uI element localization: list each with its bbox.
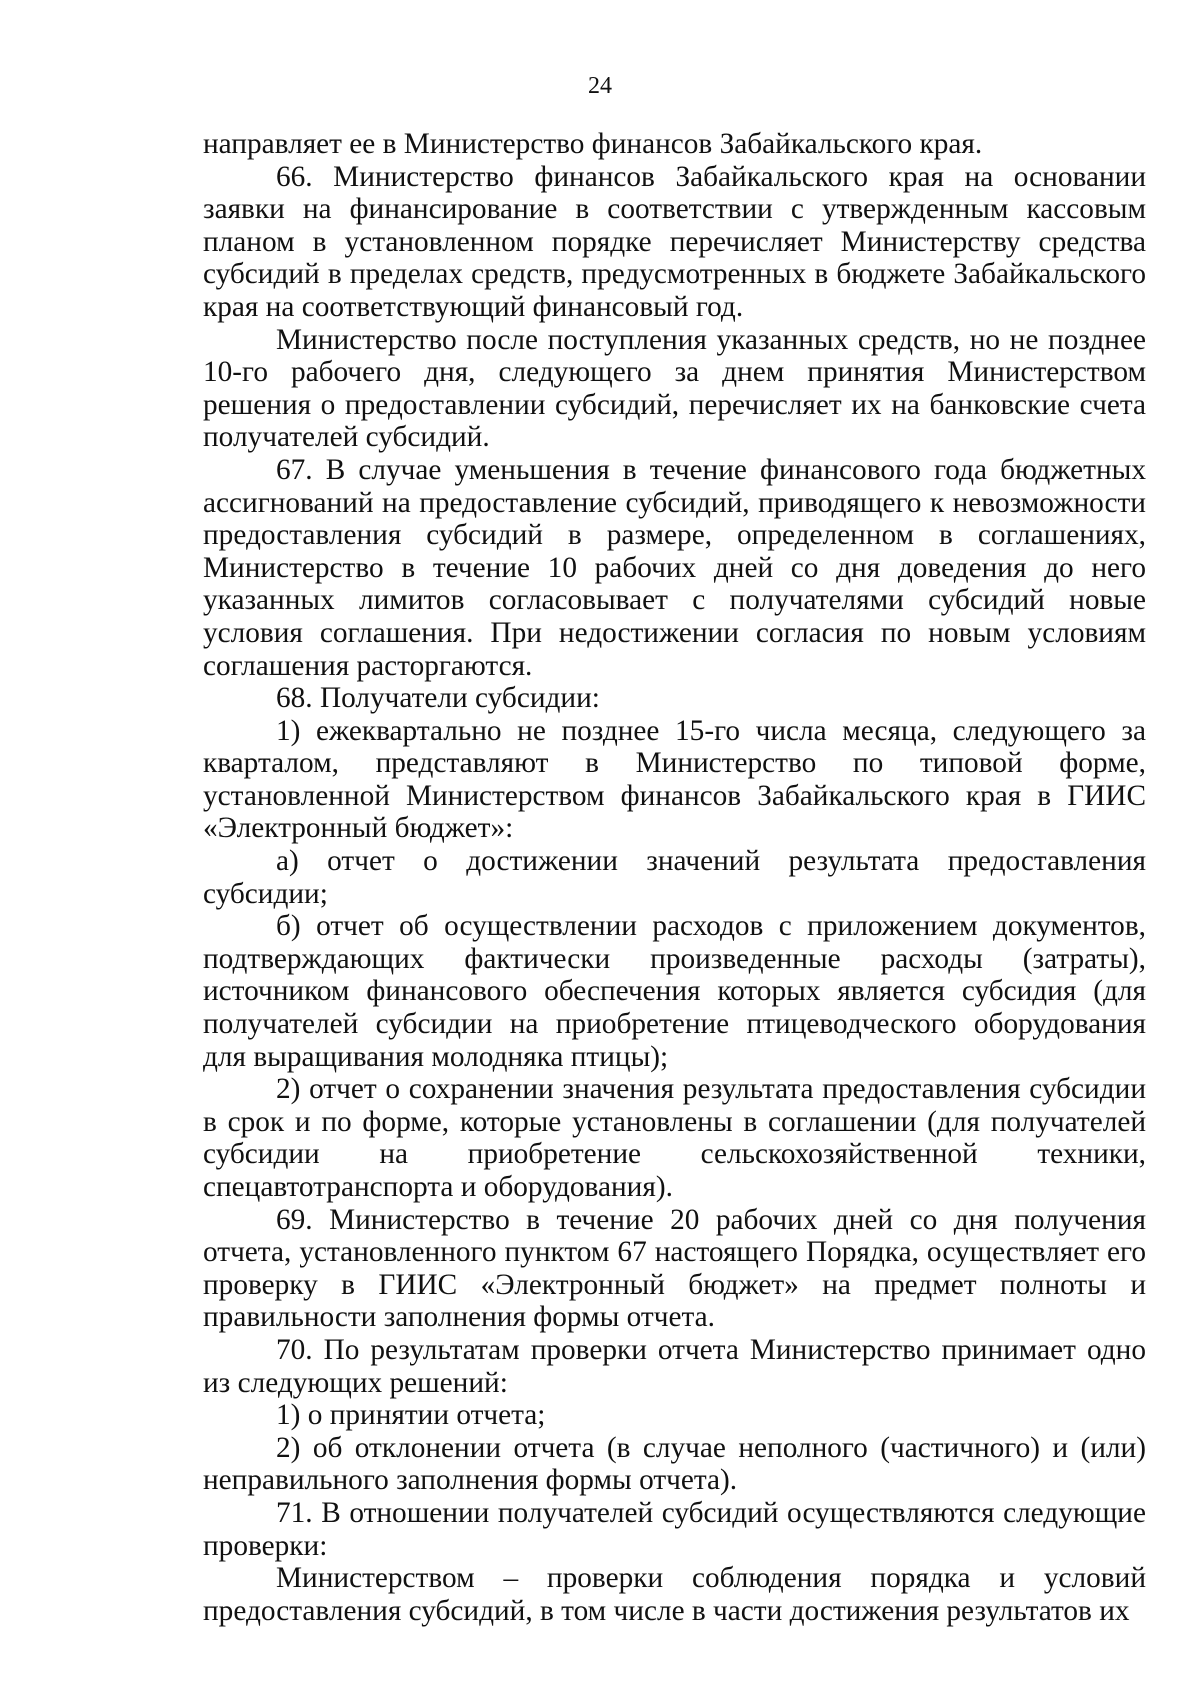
list-item: 1) ежеквартально не позднее 15-го числа месяца, следующего за кварталом, представляют в Министерство по типовой форме, установленной Министерством финансов Забайкальского края в ГИИС «Электронный бюджет»: — [203, 714, 1146, 845]
paragraph-67: 67. В случае уменьшения в течение финансового года бюджетных ассигнований на предоставление субсидий, приводящего к невозможности предоставления субсидий в размере, определенном в соглашениях, Министерство в течение 10 рабочих дней со дня доведения до него указанных лимитов согласовывает с получателями субсидий новые условия соглашения. При недостижении согласия по новым условиям соглашения расторгаются. — [203, 453, 1146, 682]
paragraph-66: 66. Министерство финансов Забайкальского края на основании заявки на финансирование в соответствии с утвержденным кассовым планом в установленном порядке перечисляет Министерству средства субсидий в пределах средств, предусмотренных в бюджете Забайкальского края на соответствующий финансовый год. — [203, 160, 1146, 323]
paragraph: Министерством – проверки соблюдения порядка и условий предоставления субсидий, в том числе в части достижения результатов их — [203, 1562, 1146, 1627]
list-item: 2) отчет о сохранении значения результата предоставления субсидии в срок и по форме, которые установлены в соглашении (для получателей субсидии на приобретение сельскохозяйственной техники, спецавтотранспорта и оборудования). — [203, 1073, 1146, 1203]
list-item: б) отчет об осуществлении расходов с приложением документов, подтверждающих фактически произведенные расходы (затраты), источником финансового обеспечения которых является субсидия (для получателей субсидии на приобретение птицеводческого оборудования для выращивания молодняка птицы); — [203, 910, 1146, 1073]
list-item: а) отчет о достижении значений результата предоставления субсидии; — [203, 845, 1146, 910]
page-number: 24 — [588, 73, 612, 99]
paragraph-68: 68. Получатели субсидии: — [276, 682, 600, 715]
paragraph-70: 70. По результатам проверки отчета Министерство принимает одно из следующих решений: — [203, 1333, 1146, 1399]
paragraph: направляет ее в Министерство финансов Забайкальского края. — [203, 128, 983, 160]
paragraph-69: 69. Министерство в течение 20 рабочих дней со дня получения отчета, установленного пунктом 67 настоящего Порядка, осуществляет его проверку в ГИИС «Электронный бюджет» на предмет полноты и правильности заполнения формы отчета. — [203, 1203, 1146, 1334]
list-item: 2) об отклонении отчета (в случае неполного (частичного) и (или) неправильного заполнения формы отчета). — [203, 1431, 1146, 1497]
document-body — [203, 128, 1146, 1627]
list-item: 1) о принятии отчета; — [276, 1399, 546, 1432]
paragraph-71: 71. В отношении получателей субсидий осуществляются следующие проверки: — [203, 1496, 1146, 1562]
paragraph: Министерство после поступления указанных средств, но не позднее 10-го рабочего дня, следующего за днем принятия Министерством решения о предоставлении субсидий, перечисляет их на банковские счета получателей субсидий. — [203, 323, 1146, 454]
